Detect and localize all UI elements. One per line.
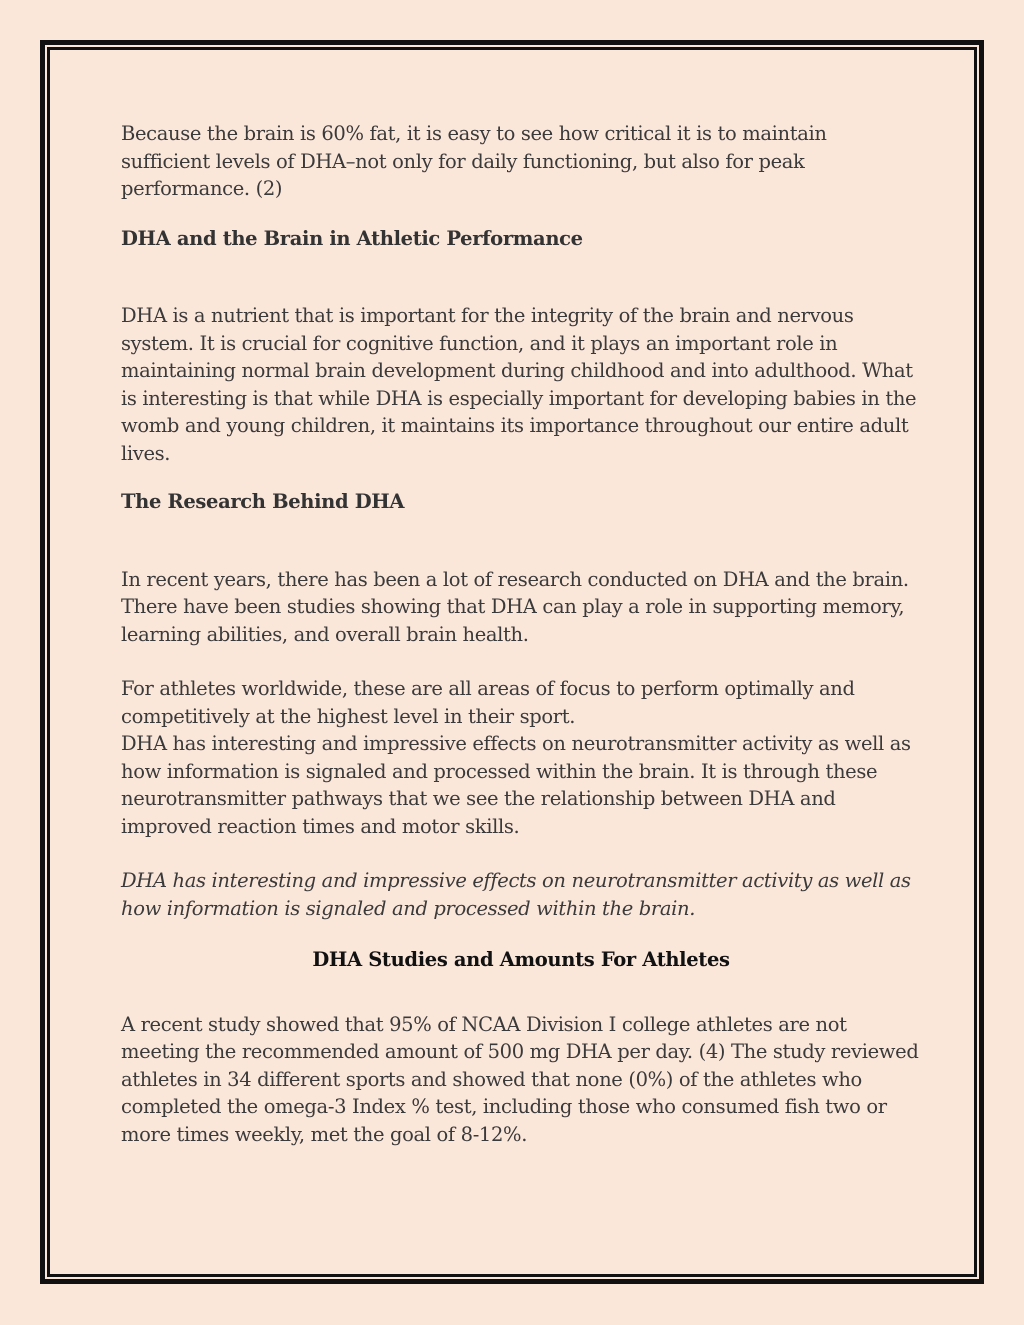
paragraph-neurotransmitter: DHA has interesting and impressive effects on neurotransmitter activity as well as how information is signaled and processed within the brain. It is through these neurotransmitter pathways that we see the relationship between DHA and improved reaction times and motor skills.: [121, 732, 911, 838]
heading-dha-brain-athletic: DHA and the Brain in Athletic Performance: [121, 226, 583, 250]
document-body: [121, 120, 921, 1148]
paragraph-athletes-worldwide: For athletes worldwide, these are all areas of focus to perform optimally and competitively at the highest level in their sport.: [121, 677, 855, 728]
paragraph-ncaa-study: A recent study showed that 95% of NCAA Division I college athletes are not meeting the recommended amount of 500 mg DHA per day. (4) The study reviewed athletes in 34 different sports and showed that none (0%) of the athletes who completed the omega-3 Index % test, including those who consumed fish two or more times weekly, met the goal of 8-12%.: [121, 1012, 919, 1146]
heading-dha-studies-amounts: DHA Studies and Amounts For Athletes: [312, 948, 730, 971]
paragraph-recent-research: In recent years, there has been a lot of research conducted on DHA and the brain. There have been studies showing that DHA can play a role in supporting memory, learning abilities, and overall brain health.: [121, 567, 909, 646]
paragraph-dha-nutrient: DHA is a nutrient that is important for the integrity of the brain and nervous system. It is crucial for cognitive function, and it plays an important role in maintaining normal brain development during childhood and into adulthood. What is interesting is that while DHA is especially important for developing babies in the womb and young children, it maintains its importance throughout our entire adult lives.: [121, 304, 917, 465]
heading-research-behind-dha: The Research Behind DHA: [121, 490, 405, 513]
paragraph-brain-fat: Because the brain is 60% fat, it is easy to see how critical it is to maintain sufficient levels of DHA–not only for daily functioning, but also for peak performance. (2): [121, 122, 827, 200]
pull-quote: DHA has interesting and impressive effects on neurotransmitter activity as well as how information is signaled and processed within the brain.: [121, 869, 911, 920]
